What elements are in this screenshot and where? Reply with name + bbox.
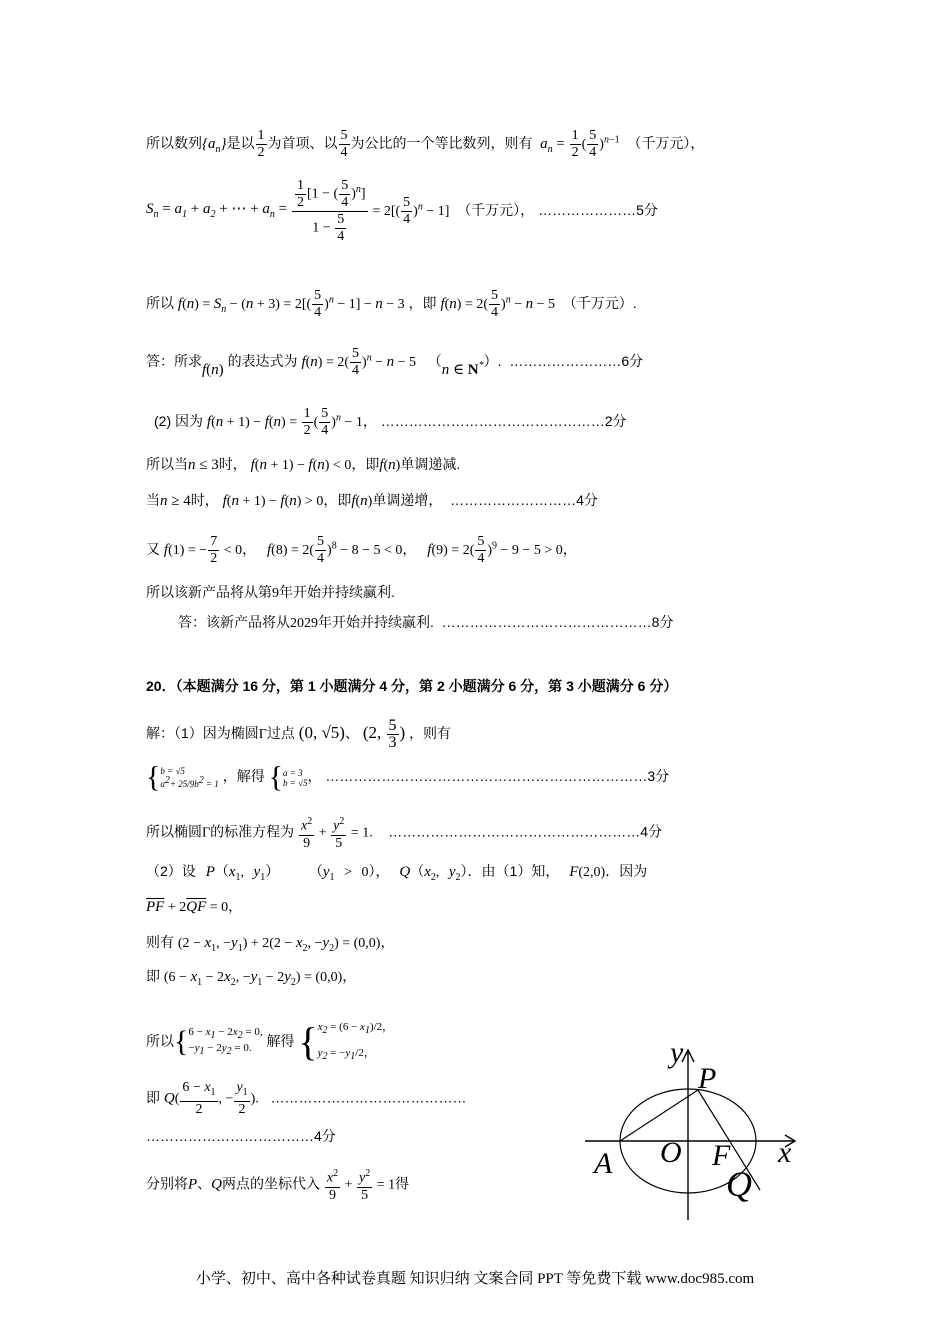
question-20-header: 20．（本题满分 16 分，第 1 小题满分 4 分，第 2 小题满分 6 分，第 3 小题满分 6 分） xyxy=(146,678,678,694)
line-9: 所以该新产品将从第9年开始并持续赢利. xyxy=(146,584,395,601)
line-19: 即 Q( $\frac{6 - x_1}{2}$ , − $\frac{y_1}{2}$ ). …………………………………… xyxy=(146,1080,467,1117)
line-4-answer: 答：所求f(n) 的表达式为 f(n) = 2( $\frac{5}{4}$ )$^n$ − n − 5 （n ∈ N*）. ……………………6分 xyxy=(146,346,644,379)
label-o: O xyxy=(660,1136,682,1169)
label-q: Q xyxy=(726,1164,752,1204)
line-5: (2) 因为 f(n + 1) − f(n) = $\frac{1}{2}$ ( $\frac{5}{4}$ )$^n$ − 1， …………………………………………2分 xyxy=(154,406,627,438)
line-3: 所以 $f(n) = S_n - (n + 3) = 2$[( $\frac{5}{4}$ )$^n$ − 1] − n − 3 ，即 f(n) = 2( $\frac{5}{4}$ )$^n$ − n − 5 （千万元）. xyxy=(146,288,637,320)
label-y: y xyxy=(670,1036,684,1069)
line-18: 所以{ $6 - x_1 - 2x_2 = 0$, $-y_1 - 2y_2 = 0$. 解得 { $x_2 = (6 - x_1)/2$， $y_2 = -y_1/2$， xyxy=(146,1019,394,1065)
label-f: F xyxy=(712,1139,731,1172)
ellipse-figure xyxy=(580,1030,810,1225)
line-6: 所以当n ≤ 3时， f(n + 1) − f(n) < 0，即f(n)单调递减. xyxy=(146,456,461,473)
line-8: 又 f(1) = − $\frac{7}{2}$ < 0， f(8) = 2( $\frac{5}{4}$ )$^8$ − 8 − 5 < 0， f(9) = 2( $\frac{5}{4}$ )$^9$ − 9 − 5 > 0， xyxy=(146,534,577,566)
line-7: 当n ≥ 4时， f(n + 1) − f(n) > 0，即f(n)单调递增， ………………………4分 xyxy=(146,492,598,509)
line-2-sn: $S_n = a_1 + a_2$ + ⋯ + $a_n$ = $\frac{1}{2}$ [1 − ( $\frac{5}{4}$ )$^n$] 1 − $\frac{5}{4}$ = 2[( $\frac{5}{4}$ )$^n$ − 1] （千万元）， …………………5分 xyxy=(146,178,658,244)
line-14: （2）设 $P(x_1$, $y_1$） $(y_1 > 0)$， $Q(x_2$, $y_2$）．由（1）知， F(2,0)．因为 xyxy=(146,863,648,883)
line-16: 则有 ($2 - x_1$, $-y_1) + 2(2 - x_2$, $-y_2) = (0,0)$， xyxy=(146,934,395,954)
label-a: A xyxy=(594,1147,613,1180)
line-11: 解：（1）因为椭圆Γ过点 (0, √5)、 (2, $\frac{5}{3}$ ) ，则有 xyxy=(146,717,452,751)
label-p: P xyxy=(698,1062,717,1095)
line-1: 所以数列$\{a_n\}$是以 $\frac{1}{2}$ 为首项、以 $\frac{5}{4}$ 为公比的一个等比数列，则有 $a_n$ = $\frac{1}{2}$ ( $\frac{5}{4}$ )$^{n-1}$ （千万元）， xyxy=(146,128,705,160)
line-13: 所以椭圆Γ的标准方程为 $\frac{x^2}{9}$ + $\frac{y^2}{5}$ = 1. ………………………………………………4分 xyxy=(146,816,663,851)
line-15-vector: $\overline{PF} + 2\overline{QF} = 0$， xyxy=(146,899,243,915)
page-footer: 小学、初中、高中各种试卷真题 知识归纳 文案合同 PPT 等免费下载 www.doc985.com xyxy=(195,1271,755,1287)
line-21: 分别将P、Q两点的坐标代入 $\frac{x^2}{9}$ + $\frac{y^2}{5}$ = 1得 xyxy=(146,1168,410,1203)
segment-ap xyxy=(620,1090,698,1141)
line-12: { b = √5 $a^2+ 25/9b^2 = 1$ ，解得 { a = 3 b = √5 ， ……………………………………………………………3分 xyxy=(146,760,670,794)
line-20: ………………………………4分 xyxy=(146,1128,336,1144)
label-x: x xyxy=(778,1136,792,1169)
line-10-answer: 答：该新产品将从2029年开始并持续赢利. ………………………………………8分 xyxy=(178,614,674,631)
line-17: 即 ($6 - x_1 - 2x_2$, $-y_1 - 2y_2) = (0,0)$， xyxy=(146,968,357,988)
